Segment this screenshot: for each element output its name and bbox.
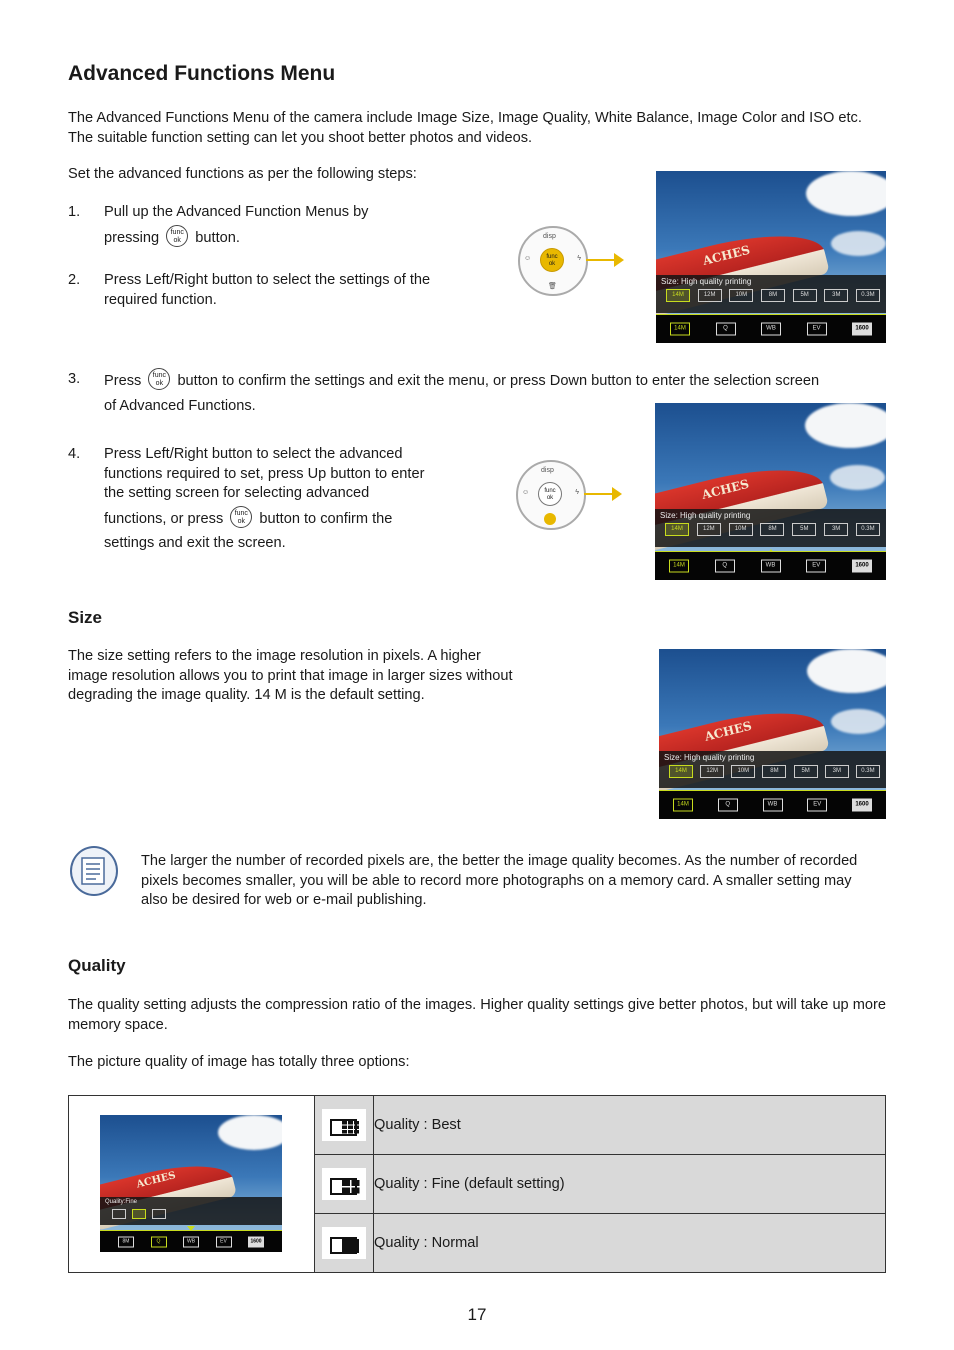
- func-label: func: [170, 228, 184, 236]
- steps-intro: Set the advanced functions as per the following steps:: [68, 166, 417, 182]
- func-ok-center-button: [538, 482, 562, 506]
- size-option: 8M: [760, 523, 784, 536]
- note-text: The larger the number of recorded pixels are, the better the image quality becomes. As the number of recorded pixels becomes smaller, you will be able to record more photographs on a memory card. A smaller setting may also be desired for web or e-mail publishing.: [141, 853, 858, 908]
- cloud-shape: [805, 403, 886, 448]
- func-ok-button-icon: [148, 368, 170, 390]
- size-option: 3M: [824, 289, 848, 302]
- size-option: 10M: [729, 289, 753, 302]
- size-option: 5M: [792, 523, 816, 536]
- size-option: 14M: [666, 289, 690, 302]
- disp-label: disp: [543, 233, 556, 240]
- quality-normal-label: Quality : Normal: [374, 1214, 886, 1273]
- quality-best-option-icon: [112, 1209, 126, 1219]
- quality-best-label: Quality : Best: [374, 1096, 886, 1155]
- quality-heading: Quality: [68, 956, 126, 975]
- quality-function-icon: Q: [151, 1236, 167, 1247]
- white-balance-icon: WB: [761, 323, 781, 336]
- cloud-shape: [218, 1115, 282, 1150]
- quality-screen-cell: [69, 1096, 315, 1273]
- step-4-text: [104, 445, 446, 553]
- step-2-text: Press Left/Right button to select the settings of the required function.: [104, 272, 431, 308]
- flash-icon: ϟ: [577, 255, 581, 262]
- size-option: 5M: [793, 289, 817, 302]
- iso-icon: 1600: [248, 1236, 264, 1247]
- size-heading: Size: [68, 608, 103, 627]
- step-3-line-c: of Advanced Functions.: [104, 398, 256, 414]
- quality-fine-icon-cell: [315, 1155, 374, 1214]
- size-option: 14M: [669, 765, 693, 778]
- func-ok-button-icon: [230, 506, 252, 528]
- camera-screen-1: [656, 171, 886, 343]
- size-text: The size setting refers to the image resolution in pixels. A higher image resolution allows you to print that image in larger sizes without degrading the image quality. 14 M is the default setting.: [68, 648, 513, 703]
- quality-normal-option-icon: [152, 1209, 166, 1219]
- control-dial: [516, 460, 586, 530]
- quality-best-icon-cell: [315, 1096, 374, 1155]
- ev-icon: EV: [807, 323, 827, 336]
- ok-label: ok: [237, 517, 246, 525]
- size-function-icon: 14M: [673, 799, 693, 812]
- step-1-line-a: Pull up the Advanced Function Menus by: [104, 204, 369, 220]
- size-option: 3M: [824, 523, 848, 536]
- size-menu-label: Size: High quality printing: [660, 511, 751, 520]
- flash-icon: ϟ: [575, 489, 579, 496]
- func-ok-center-button: [540, 248, 564, 272]
- function-bar: [656, 314, 886, 343]
- quality-function-icon: Q: [716, 323, 736, 336]
- iso-icon: 1600: [852, 560, 872, 573]
- ok-label: ok: [173, 236, 181, 244]
- cloud-shape: [831, 231, 886, 256]
- boat-text: ACHES: [135, 1170, 177, 1191]
- size-function-icon: 14M: [670, 323, 690, 336]
- size-option: 0.3M: [856, 765, 880, 778]
- size-option: 12M: [697, 523, 721, 536]
- dial-func-label: func: [544, 488, 556, 494]
- step-1-text: [104, 203, 434, 253]
- grid-coarse-icon: [342, 1239, 360, 1253]
- arrow-right-icon: [586, 259, 614, 261]
- quality-fine-option-icon: [132, 1209, 146, 1219]
- dial-ok-label: ok: [548, 261, 556, 267]
- quality-fine-label: Quality : Fine (default setting): [374, 1155, 886, 1214]
- quality-options-table: [68, 1095, 886, 1273]
- step-1-line-c: button.: [195, 229, 240, 246]
- step-4-line-d: settings and exit the screen.: [104, 534, 286, 551]
- cloud-shape: [806, 171, 886, 216]
- arrow-head-icon: [614, 253, 624, 267]
- grid-fine-icon: [342, 1121, 360, 1134]
- step-4-line-a: Press Left/Right button to select the advanced functions required to set, press Up button to enter the setting screen for selecting advanced: [104, 446, 425, 501]
- size-option: 8M: [761, 289, 785, 302]
- page-title: Advanced Functions Menu: [68, 62, 336, 85]
- ev-icon: EV: [806, 560, 826, 573]
- func-label: func: [234, 509, 248, 517]
- trash-icon: 🗑: [548, 283, 557, 290]
- disp-label: disp: [541, 467, 554, 474]
- cloud-shape: [831, 709, 886, 734]
- step-3-line-b: button to confirm the settings and exit the menu, or press Down button to enter the selection screen: [177, 372, 820, 389]
- camera-screen-quality: [100, 1115, 282, 1252]
- quality-options-intro: The picture quality of image has totally three options:: [68, 1054, 410, 1070]
- portrait-icon: ☺: [522, 489, 530, 496]
- dial-ok-label: ok: [546, 495, 554, 501]
- size-menu-label: Size: High quality printing: [664, 753, 755, 762]
- size-menu-bar: [655, 509, 886, 547]
- camera-screen-3: [659, 649, 886, 819]
- size-option: 0.3M: [856, 523, 880, 536]
- arrow-head-icon: [612, 487, 622, 501]
- step-3-number: 3.: [68, 371, 81, 387]
- size-option: 12M: [698, 289, 722, 302]
- quality-menu-bar: [100, 1197, 282, 1225]
- control-dial: [518, 226, 588, 296]
- size-option: 14M: [665, 523, 689, 536]
- note-lines-icon: [72, 848, 116, 894]
- quality-normal-icon-cell: [315, 1214, 374, 1273]
- size-option: 3M: [825, 765, 849, 778]
- size-menu-label: Size: High quality printing: [661, 277, 752, 286]
- portrait-icon: ☺: [524, 255, 532, 262]
- step-4-line-c: button to confirm the: [259, 510, 393, 527]
- function-bar: [659, 790, 886, 819]
- step-3-line-a: Press: [104, 372, 142, 389]
- boat-text: ACHES: [700, 476, 751, 502]
- size-option: 5M: [794, 765, 818, 778]
- table-row: [69, 1096, 886, 1155]
- iso-icon: 1600: [852, 323, 872, 336]
- quality-function-icon: Q: [718, 799, 738, 812]
- function-bar: [655, 551, 886, 580]
- quality-best-icon: [322, 1109, 366, 1141]
- size-options: [665, 523, 880, 536]
- quality-text: The quality setting adjusts the compression ratio of the images. Higher quality settings give better photos, but will take up more memory space.: [68, 997, 886, 1033]
- ok-label: ok: [155, 380, 164, 387]
- step-1-number: 1.: [68, 204, 81, 220]
- func-ok-button-icon: [166, 225, 188, 247]
- size-menu-bar: [659, 751, 886, 788]
- intro-text: The Advanced Functions Menu of the camera include Image Size, Image Quality, White Balance, Image Color and ISO etc. The suitable function setting can let you shoot better photos and videos.: [68, 110, 862, 146]
- white-balance-icon: WB: [761, 560, 781, 573]
- ev-icon: EV: [216, 1236, 232, 1247]
- grid-medium-icon: [342, 1180, 360, 1194]
- size-function-icon: 14M: [669, 560, 689, 573]
- white-balance-icon: WB: [183, 1236, 199, 1247]
- size-options: [666, 289, 880, 302]
- note-icon: [70, 846, 118, 896]
- size-option: 10M: [729, 523, 753, 536]
- arrow-right-icon: [584, 493, 612, 495]
- iso-icon: 1600: [852, 799, 872, 812]
- page-number: 17: [467, 1305, 487, 1324]
- step-4-number: 4.: [68, 446, 81, 462]
- quality-normal-icon: [322, 1227, 366, 1259]
- size-options: [669, 765, 880, 778]
- quality-fine-icon: [322, 1168, 366, 1200]
- down-button-highlight-icon: [544, 513, 556, 525]
- white-balance-icon: WB: [763, 799, 783, 812]
- size-option: 0.3M: [856, 289, 880, 302]
- size-function-icon: 8M: [118, 1236, 134, 1247]
- camera-screen-2: [655, 403, 886, 580]
- step-4-line-b: functions, or press: [104, 510, 224, 527]
- quality-menu-label: Quality:Fine: [105, 1199, 138, 1205]
- boat-text: ACHES: [703, 719, 754, 745]
- ev-icon: EV: [807, 799, 827, 812]
- size-menu-bar: [656, 275, 886, 313]
- func-label: func: [152, 372, 166, 379]
- dial-func-label: func: [546, 254, 558, 260]
- boat-text: ACHES: [701, 242, 752, 268]
- step-2-number: 2.: [68, 272, 81, 288]
- quality-function-icon: Q: [715, 560, 735, 573]
- size-option: 8M: [762, 765, 786, 778]
- cloud-shape: [830, 465, 885, 490]
- function-bar: [100, 1230, 282, 1252]
- size-option: 12M: [700, 765, 724, 778]
- step-1-line-b: pressing: [104, 229, 160, 246]
- size-option: 10M: [731, 765, 755, 778]
- quality-menu-options: [112, 1209, 166, 1219]
